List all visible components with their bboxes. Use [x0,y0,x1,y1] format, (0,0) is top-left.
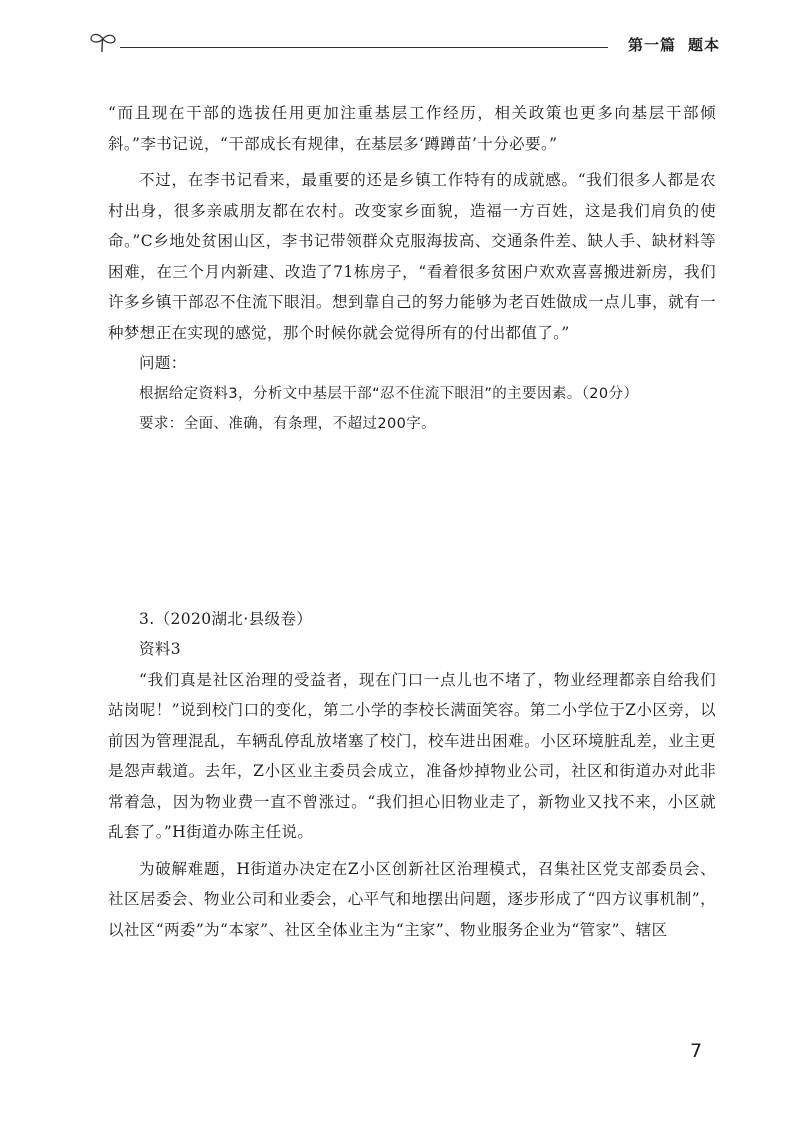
page-header [88,30,728,60]
header-section-title: 题本 [687,36,720,54]
header-part: 第一篇 [627,36,676,54]
section3-paragraph-2: 为破解难题，H街道办决定在Z小区创新社区治理模式，召集社区党支部委员会、社区居委会、物业公司和业委会，心平气和地摆出问题，逐步形成了“四方议事机制”，以社区“两委”为“本家”、社区全体业主为“主家”、物业服务企业为“管家”、辖区 [108,859,716,939]
section3-material-label: 资料3 [139,640,182,658]
question-requirement: 要求：全面、准确，有条理，不超过200字。 [139,416,437,432]
header-title [628,34,720,55]
passage1-paragraph-1: “而且现在干部的选拔任用更加注重基层工作经历，相关政策也更多向基层干部倾斜。”李书记说，“干部成长有规律，在基层多‘蹲蹲苗’十分必要。” [108,104,716,153]
page-number: 7 [690,1040,703,1062]
page-content [108,98,716,945]
header-rule [120,47,608,48]
question-label: 问题： [139,354,187,372]
section3-paragraph-1: “我们真是社区治理的受益者，现在门口一点儿也不堵了，物业经理都亲自给我们站岗呢！”说到校门口的变化，第二小学的李校长满面笑容。第二小学位于Z小区旁，以前因为管理混乱，车辆乱停乱放堵塞了校门，校车进出困难。小区环境脏乱差，业主更是怨声载道。去年，Z小区业主委员会成立，准备炒掉物业公司，社区和街道办对此非常着急，因为物业费一直不曾涨过。“我们担心旧物业走了，新物业又找不来，小区就乱套了。”H街道办陈主任说。 [108,670,716,841]
passage1-paragraph-2: 不过，在李书记看来，最重要的还是乡镇工作特有的成就感。“我们很多人都是农村出身，很多亲戚朋友都在农村。改变家乡面貌，造福一方百姓，这是我们肩负的使命。”C乡地处贫困山区，李书记带领群众克服海拔高、交通条件差、缺人手、缺材料等困难，在三个月内新建、改造了71栋房子，“看着很多贫困户欢欢喜喜搬进新房，我们许多乡镇干部忍不住流下眼泪。想到靠自己的努力能够为老百姓做成一点儿事，就有一种梦想正在实现的感觉，那个时候你就会觉得所有的付出都值了。” [108,171,716,342]
sprout-icon [88,30,128,56]
question-text: 根据给定资料3，分析文中基层干部“忍不住流下眼泪”的主要因素。（20分） [139,385,639,402]
section3-heading: 3.（2020湖北·县级卷） [139,609,313,628]
